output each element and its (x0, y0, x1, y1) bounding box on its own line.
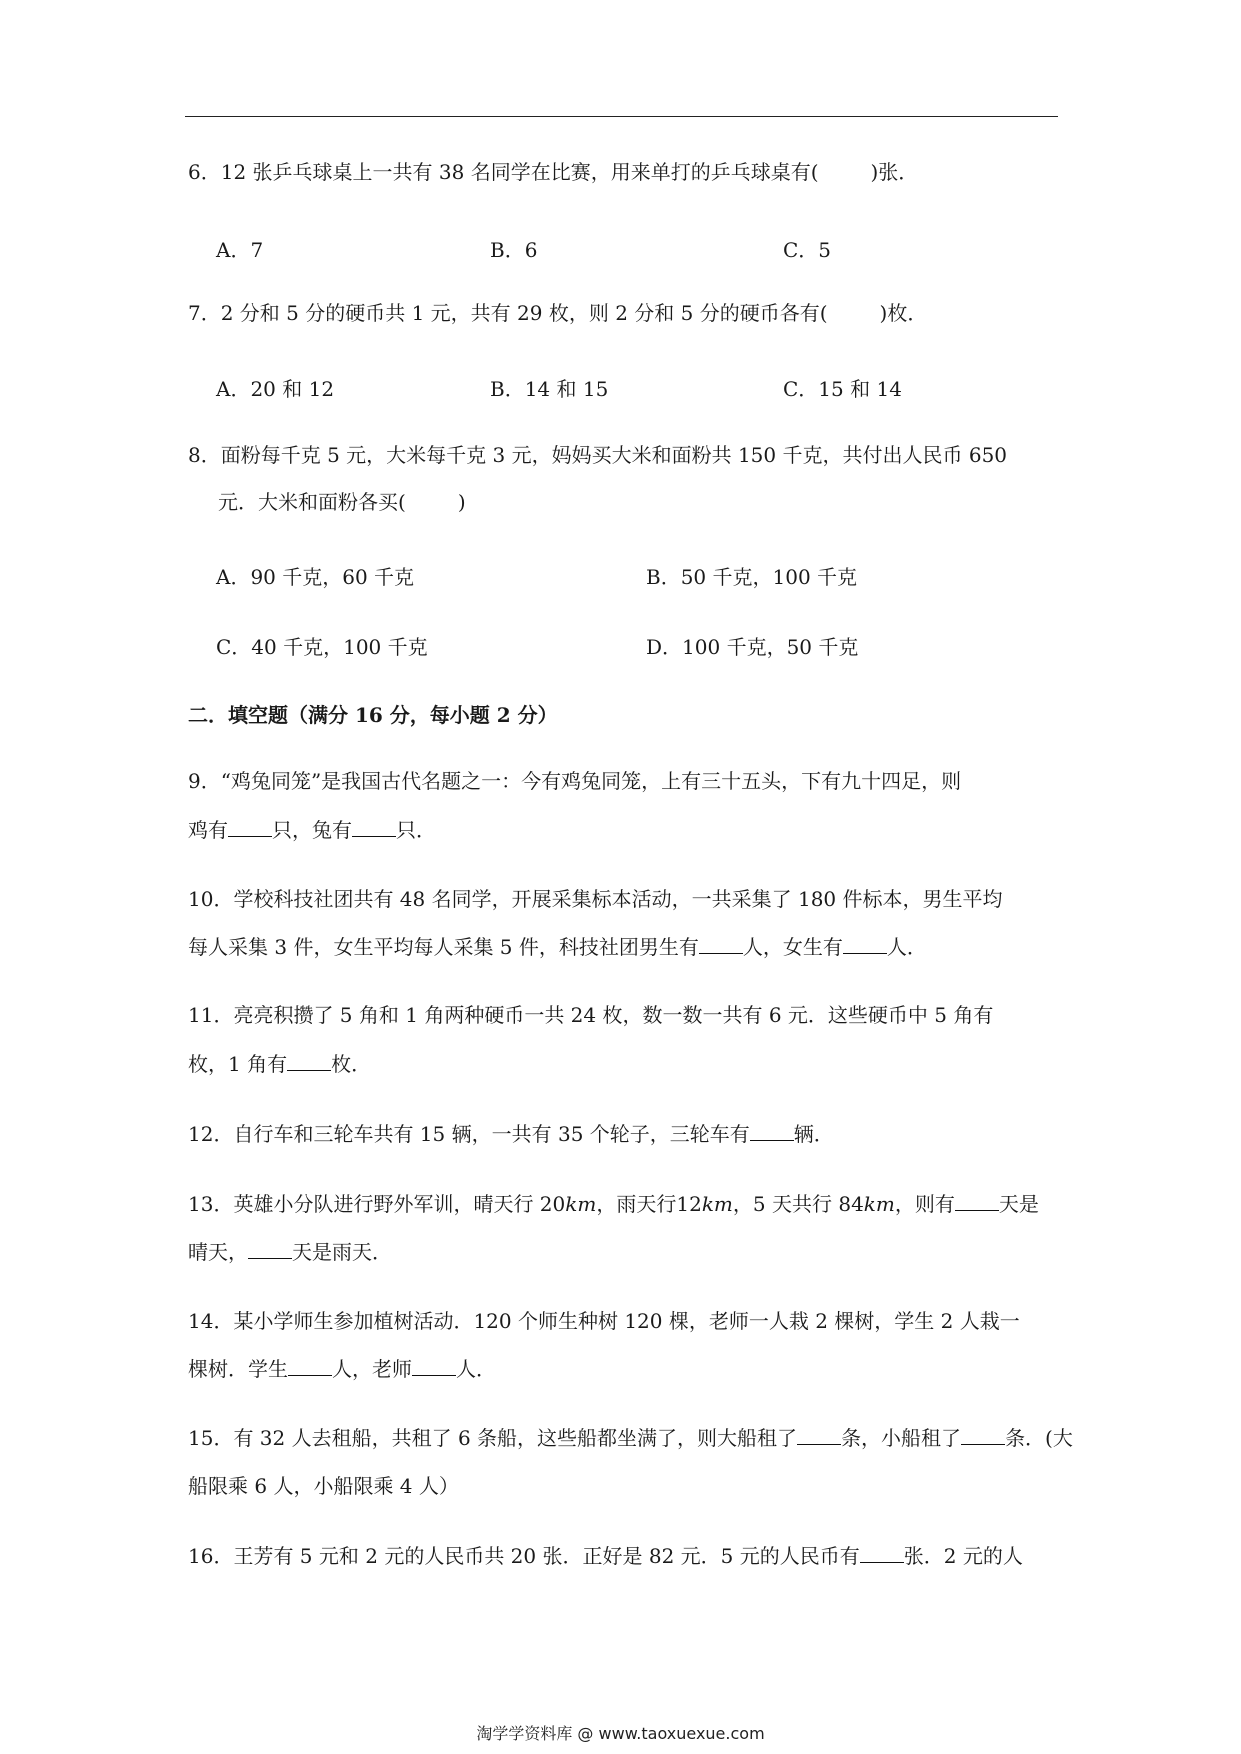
answer-blank (287, 1052, 331, 1071)
answer-blank (860, 1544, 904, 1563)
question-9-line-2: 鸡有 只，兔有 只． (188, 818, 436, 842)
question-11-line-1: 11．亮亮积攒了 5 角和 1 角两种硬币一共 24 枚，数一数一共有 6 元．这些硬币中 5 角有 (188, 1003, 994, 1027)
answer-blank (961, 1426, 1005, 1445)
question-11-line-2: 枚，1 角有 枚． (188, 1052, 372, 1076)
question-10-line-2: 每人采集 3 件，女生平均每人采集 5 件，科技社团男生有 人，女生有 人． (188, 935, 927, 959)
question-12: 12．自行车和三轮车共有 15 辆，一共有 35 个轮子，三轮车有 辆． (188, 1122, 834, 1146)
q8-option-a: A．90 千克，60 千克 (216, 565, 415, 589)
question-14-line-1: 14．某小学师生参加植树活动．120 个师生种树 120 棵，老师一人栽 2 棵树，学生 2 人栽一 (188, 1309, 1020, 1333)
answer-blank (797, 1426, 841, 1445)
answer-blank (288, 1357, 332, 1376)
q7-option-a: A．20 和 12 (216, 377, 335, 401)
answer-blank (412, 1357, 456, 1376)
question-9-line-1: 9．“鸡兔同笼”是我国古代名题之一：今有鸡兔同笼，上有三十五头，下有九十四足，则 (188, 769, 962, 793)
question-15-line-1: 15．有 32 人去租船，共租了 6 条船，这些船都坐满了，则大船租了 条，小船租了 条．(大 (188, 1426, 1073, 1450)
q6-option-c: C．5 (783, 238, 832, 262)
answer-blank (352, 818, 396, 837)
answer-blank (228, 818, 272, 837)
section-title: 二．填空题（满分 16 分，每小题 2 分） (188, 703, 558, 727)
footer-watermark: 淘学学资料库 @ www.taoxuexue.com (476, 1724, 765, 1743)
question-10-line-1: 10．学校科技社团共有 48 名同学，开展采集标本活动，一共采集了 180 件标本，男生平均 (188, 887, 1003, 911)
answer-blank (955, 1192, 999, 1211)
answer-blank (248, 1240, 292, 1259)
q8-option-b: B．50 千克，100 千克 (646, 565, 858, 589)
question-13-line-1: 13．英雄小分队进行野外军训，晴天行 20km，雨天行12km，5 天共行 84km，则有 天是 (188, 1192, 1039, 1216)
answer-blank (843, 935, 887, 954)
q7-option-b: B．14 和 15 (490, 377, 609, 401)
question-7: 7．2 分和 5 分的硬币共 1 元，共有 29 枚，则 2 分和 5 分的硬币各有( )枚． (188, 301, 928, 325)
question-8-line-2: 元．大米和面粉各买( ) (218, 490, 466, 514)
question-16: 16．王芳有 5 元和 2 元的人民币共 20 张．正好是 82 元．5 元的人民币有 张．2 元的人 (188, 1544, 1023, 1568)
question-13-line-2: 晴天， 天是雨天． (188, 1240, 392, 1264)
q6-option-a: A．7 (216, 238, 264, 262)
q6-option-b: B．6 (490, 238, 538, 262)
q7-option-c: C．15 和 14 (783, 377, 902, 401)
answer-blank (750, 1122, 794, 1141)
question-8-line-1: 8．面粉每千克 5 元，大米每千克 3 元，妈妈买大米和面粉共 150 千克，共付出人民币 650 (188, 443, 1008, 467)
question-15-line-2: 船限乘 6 人，小船限乘 4 人） (188, 1474, 459, 1498)
answer-blank (699, 935, 743, 954)
header-rule (185, 116, 1058, 117)
question-6: 6．12 张乒乓球桌上一共有 38 名同学在比赛，用来单打的乒乓球桌有( )张． (188, 160, 919, 184)
question-14-line-2: 棵树．学生 人，老师 人． (188, 1357, 496, 1381)
q8-option-d: D．100 千克，50 千克 (646, 635, 859, 659)
q8-option-c: C．40 千克，100 千克 (216, 635, 428, 659)
